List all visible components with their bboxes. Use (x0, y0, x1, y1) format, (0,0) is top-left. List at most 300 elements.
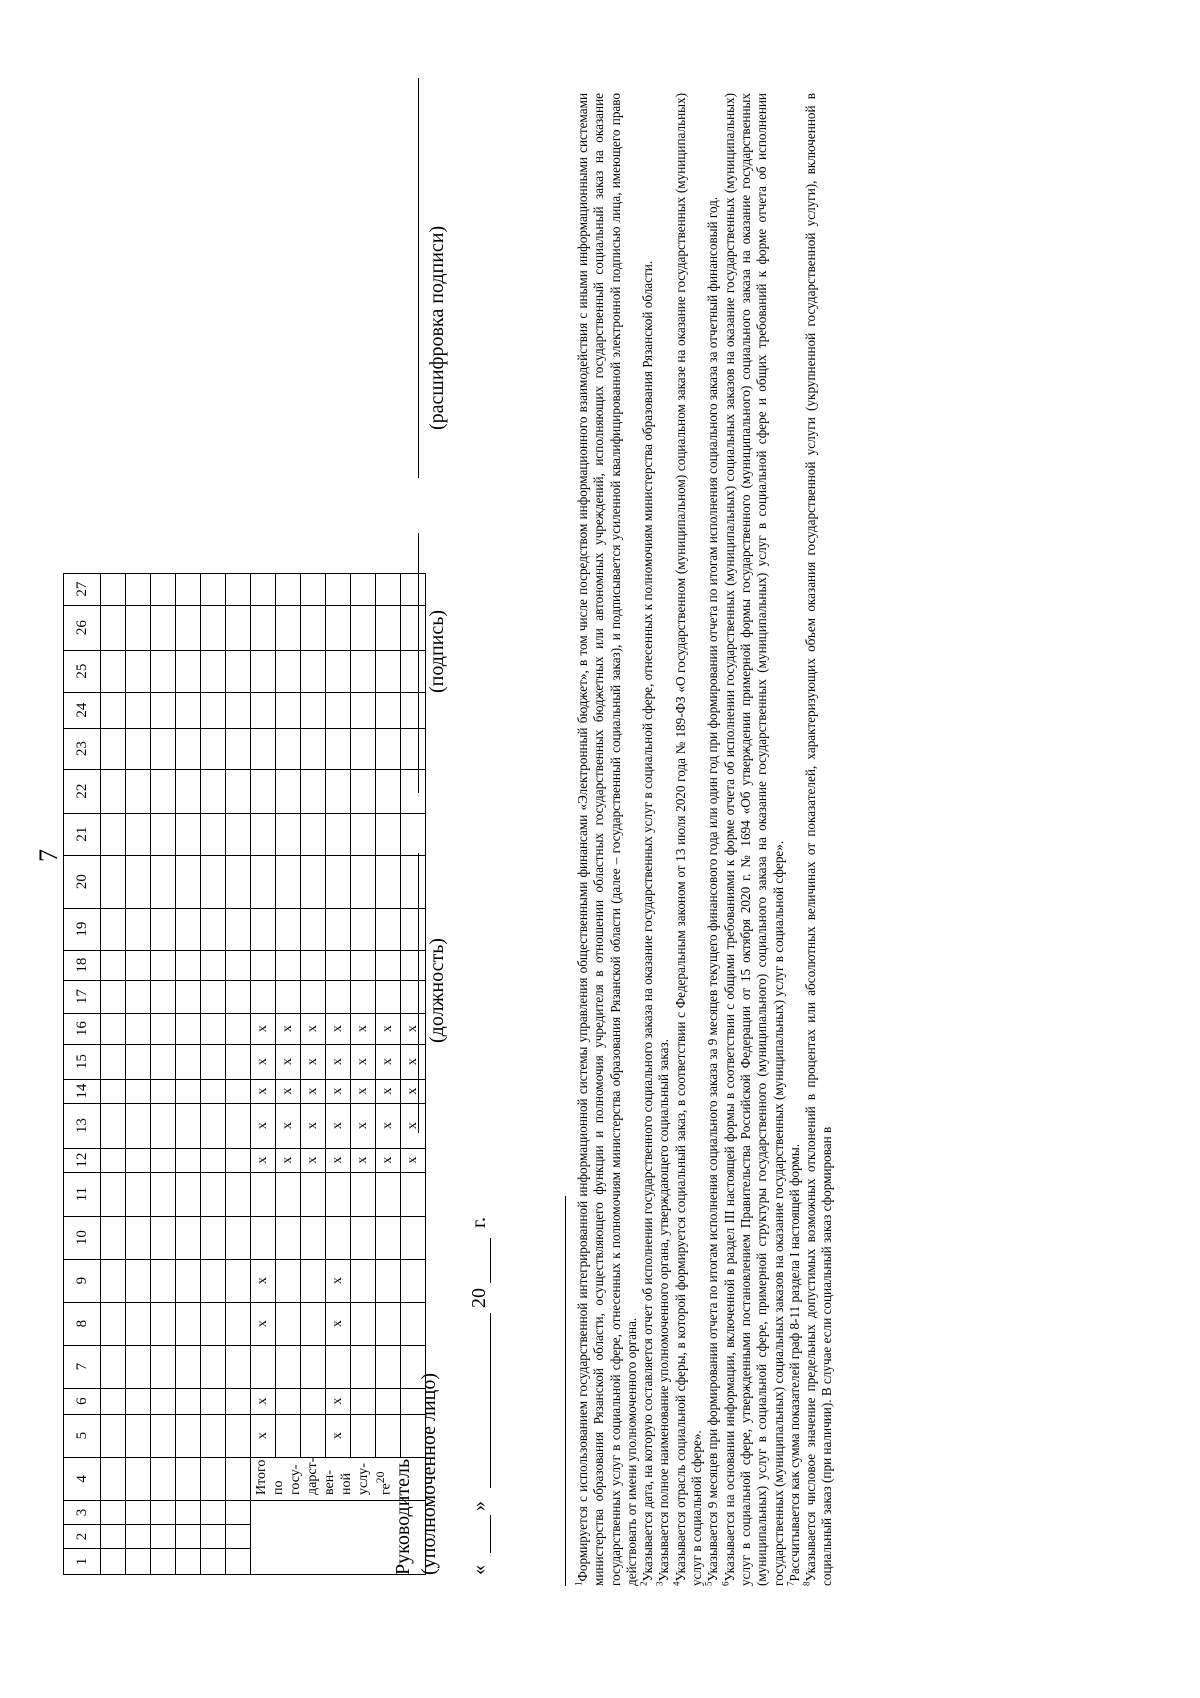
table-cell (126, 1044, 151, 1079)
table-cell (226, 908, 251, 950)
table-cell (276, 650, 301, 692)
table-cell (401, 692, 426, 728)
column-number-header: 26 (64, 605, 101, 650)
table-cell (376, 1388, 401, 1414)
column-number-header: 6 (64, 1388, 101, 1414)
table-cell (326, 769, 351, 813)
table-cell (201, 1044, 226, 1079)
table-cell (226, 769, 251, 813)
table-cell (126, 769, 151, 813)
table-cell (301, 1216, 326, 1259)
table-cell (151, 855, 176, 908)
table-cell (301, 605, 326, 650)
table-cell (101, 1501, 126, 1525)
table-cell (301, 1259, 326, 1302)
table-cell (351, 692, 376, 728)
table-cell (176, 1044, 201, 1079)
table-cell (201, 908, 226, 950)
table-cell (176, 1302, 201, 1345)
table-cell: х (301, 1079, 326, 1103)
footnote-text: Указывается 9 месяцев при формировании отчета по итогам исполнения социального заказа за 9 месяцев текущего финансового года или один год при формировании отчета по итогам исполнения социального заказа за отчетный финансовый год. (705, 196, 721, 1582)
footnote-number: 3 (655, 1581, 666, 1586)
table-cell (176, 650, 201, 692)
table-cell (326, 1345, 351, 1388)
table-cell (101, 1302, 126, 1345)
table-cell (101, 950, 126, 980)
table-cell: х (351, 1148, 376, 1172)
table-cell (151, 573, 176, 605)
table-cell: х (276, 1079, 301, 1103)
table-cell (101, 1148, 126, 1172)
table-cell (101, 1103, 126, 1148)
table-cell: х (251, 1044, 276, 1079)
table-cell (151, 950, 176, 980)
total-label-line: госу- (288, 1464, 303, 1495)
table-cell (276, 1172, 301, 1216)
table-cell (176, 1216, 201, 1259)
table-cell (301, 813, 326, 855)
footnote-item (575, 93, 640, 1586)
date-month-line (490, 1313, 491, 1488)
table-cell: х (326, 1103, 351, 1148)
footnote-number: 8 (801, 1581, 812, 1586)
table-cell (301, 980, 326, 1013)
table-cell (326, 728, 351, 769)
table-row (201, 573, 226, 1574)
footnote-text: Указывается на основании информации, включенной в раздел III настоящей формы в соответствии с общими требованиями к форме отчета об исполнении государственных (муниципальных) социальных заказов на оказание государственных (муниципальных) услуг в социальной сфере, утвержденными постановлением Правительства Российской Федерации от 15 октября 2020 г. № 1694 «Об утверждении примерной формы государственного (муниципального) социального заказа на оказание государственных (муниципальных) услуг в социальной сфере, примерной структуры государственного (муниципального) социального заказа на оказание государственных (муниципальных) услуг в социальной сфере и общих требований к форме отчета об исполнении государственных (муниципальных) социальных заказов на оказание государственных (муниципальных) услуг в социальной сфере». (721, 93, 786, 1586)
table-cell (201, 1345, 226, 1388)
footnote-text: Указывается полное наименование уполномоченного органа, утверждающего социальный заказ. (656, 1039, 672, 1582)
table-cell (101, 573, 126, 605)
column-number-header: 4 (64, 1457, 101, 1500)
table-cell (376, 1345, 401, 1388)
table-cell (126, 1457, 151, 1500)
column-number-header: 1 (64, 1549, 101, 1575)
table-cell (176, 605, 201, 650)
table-cell (276, 980, 301, 1013)
table-cell (326, 1216, 351, 1259)
table-cell (201, 769, 226, 813)
table-cell (151, 1103, 176, 1148)
table-cell (401, 728, 426, 769)
table-cell (401, 855, 426, 908)
table-cell (126, 1172, 151, 1216)
table-cell (176, 1501, 201, 1525)
column-number-header: 20 (64, 855, 101, 908)
table-cell (226, 1103, 251, 1148)
table-cell (201, 980, 226, 1013)
table-cell (101, 813, 126, 855)
table-cell (201, 605, 226, 650)
table-cell (101, 1345, 126, 1388)
table-cell: х (251, 1013, 276, 1044)
table-cell (326, 855, 351, 908)
decoding-caption: (расшифровка подписи) (426, 225, 448, 430)
table-cell: х (326, 1013, 351, 1044)
footnote-item (722, 93, 787, 1586)
table-cell (301, 950, 326, 980)
table-cell (126, 1388, 151, 1414)
footnote-number: 2 (638, 1581, 649, 1586)
table-cell (176, 1345, 201, 1388)
column-number-header: 23 (64, 728, 101, 769)
table-cell (251, 950, 276, 980)
column-number-header: 2 (64, 1525, 101, 1549)
table-row (151, 573, 176, 1574)
table-cell: х (326, 1079, 351, 1103)
table-cell (201, 1259, 226, 1302)
column-number-header: 14 (64, 1079, 101, 1103)
table-cell (126, 1345, 151, 1388)
table-cell (151, 605, 176, 650)
table-cell (201, 692, 226, 728)
table-cell (226, 1044, 251, 1079)
table-cell (351, 950, 376, 980)
table-cell: х (401, 1103, 426, 1148)
table-cell (201, 1103, 226, 1148)
social-order-report-table (63, 573, 426, 1575)
date-close-quote: » (468, 1501, 490, 1511)
table-cell (376, 605, 401, 650)
table-cell (201, 813, 226, 855)
table-cell (151, 769, 176, 813)
table-cell (401, 650, 426, 692)
column-number-header: 11 (64, 1172, 101, 1216)
table-cell (151, 650, 176, 692)
table-cell (126, 650, 151, 692)
table-cell (101, 1172, 126, 1216)
table-cell (376, 692, 401, 728)
table-cell (376, 980, 401, 1013)
column-number-header: 16 (64, 1013, 101, 1044)
total-row (276, 573, 301, 1574)
table-cell (101, 769, 126, 813)
total-label-line: дарст- (305, 1457, 320, 1495)
table-row (176, 573, 201, 1574)
table-cell (376, 1172, 401, 1216)
table-cell (201, 1501, 226, 1525)
table-cell (176, 1388, 201, 1414)
table-cell (201, 1079, 226, 1103)
table-cell (151, 1457, 176, 1500)
table-cell (126, 692, 151, 728)
footnote-number: 4 (671, 1581, 682, 1586)
table-cell (401, 1216, 426, 1259)
table-cell (401, 908, 426, 950)
table-cell (251, 1216, 276, 1259)
table-cell (351, 605, 376, 650)
table-cell: х (301, 1013, 326, 1044)
table-cell (376, 950, 401, 980)
total-label-line: по (271, 1480, 286, 1495)
table-cell (226, 1013, 251, 1044)
table-cell (126, 1148, 151, 1172)
table-cell (351, 855, 376, 908)
table-cell: х (376, 1079, 401, 1103)
table-cell (126, 908, 151, 950)
table-cell (101, 728, 126, 769)
table-cell (126, 1216, 151, 1259)
table-cell (101, 1388, 126, 1414)
table-cell: х (401, 1013, 426, 1044)
table-cell (401, 573, 426, 605)
total-row (251, 573, 276, 1574)
footnote-text: Указывается числовое значение предельных допустимых возможных отклонений в процентах или абсолютных величинах от показателей, характеризующих объем оказания государственной услуги (укрупненной государственной услуги), включенной в социальный заказ (при наличии). В случае если социальный заказ сформирован в (803, 93, 835, 1586)
footnote-number: 6 (720, 1581, 731, 1586)
table-cell (226, 1501, 251, 1525)
table-cell (226, 1388, 251, 1414)
table-cell (201, 1216, 226, 1259)
table-cell (126, 1013, 151, 1044)
table-cell: х (326, 1388, 351, 1414)
table-cell (151, 1216, 176, 1259)
table-cell (101, 1525, 126, 1549)
table-cell: х (276, 1013, 301, 1044)
column-number-header: 8 (64, 1302, 101, 1345)
table-cell: х (276, 1103, 301, 1148)
table-cell (176, 1457, 201, 1500)
table-cell (351, 728, 376, 769)
table-cell (201, 855, 226, 908)
table-cell: х (401, 1079, 426, 1103)
footnote-number: 5 (703, 1581, 714, 1586)
table-cell (276, 573, 301, 605)
decoding-line (418, 78, 419, 478)
table-cell: х (326, 1044, 351, 1079)
table-cell (176, 1172, 201, 1216)
table-cell: х (376, 1044, 401, 1079)
table-cell (226, 1345, 251, 1388)
table-cell (226, 1302, 251, 1345)
column-number-header: 7 (64, 1345, 101, 1388)
table-cell (301, 769, 326, 813)
table-cell (326, 980, 351, 1013)
table-cell (176, 855, 201, 908)
table-cell (176, 1549, 201, 1575)
table-cell (351, 1172, 376, 1216)
table-cell (351, 1216, 376, 1259)
table-cell (101, 650, 126, 692)
table-cell (301, 1414, 326, 1457)
table-cell (351, 1345, 376, 1388)
table-cell (251, 1172, 276, 1216)
table-cell (151, 728, 176, 769)
signature-caption: (подпись) (426, 609, 448, 693)
table-cell (226, 1148, 251, 1172)
table-cell (301, 692, 326, 728)
table-cell (226, 605, 251, 650)
column-number-header: 5 (64, 1414, 101, 1457)
table-cell (151, 692, 176, 728)
table-cell (376, 1259, 401, 1302)
table-cell (251, 1345, 276, 1388)
table-cell (126, 1414, 151, 1457)
table-cell (201, 650, 226, 692)
head-title: Руководитель (392, 1458, 414, 1575)
table-cell (126, 980, 151, 1013)
total-label-line: Итого (254, 1459, 269, 1495)
table-cell: х (326, 1414, 351, 1457)
column-number-header: 13 (64, 1103, 101, 1148)
table-cell (376, 813, 401, 855)
table-cell (151, 1013, 176, 1044)
table-cell (301, 1172, 326, 1216)
table-cell (326, 950, 351, 980)
column-number-header: 27 (64, 573, 101, 605)
footnote-number: 7 (785, 1581, 796, 1586)
table-cell (176, 1013, 201, 1044)
table-cell (376, 650, 401, 692)
table-cell (226, 980, 251, 1013)
table-cell (101, 692, 126, 728)
table-cell: х (401, 1044, 426, 1079)
table-cell: х (251, 1259, 276, 1302)
table-cell (151, 1414, 176, 1457)
table-cell: х (376, 1103, 401, 1148)
table-cell (226, 692, 251, 728)
table-cell (151, 1079, 176, 1103)
column-number-header: 12 (64, 1148, 101, 1172)
table-cell (276, 1388, 301, 1414)
table-cell: х (251, 1103, 276, 1148)
position-caption: (должность) (426, 938, 448, 1043)
table-cell (151, 1044, 176, 1079)
footnote-item (705, 93, 721, 1586)
table-cell (176, 1525, 201, 1549)
table-cell (226, 1216, 251, 1259)
table-cell (401, 1172, 426, 1216)
table-cell (101, 1079, 126, 1103)
table-cell: х (301, 1103, 326, 1148)
table-cell (351, 1388, 376, 1414)
table-cell: х (326, 1148, 351, 1172)
table-cell (151, 1345, 176, 1388)
table-cell (101, 908, 126, 950)
table-cell (151, 1525, 176, 1549)
table-cell: х (251, 1079, 276, 1103)
table-cell (376, 855, 401, 908)
table-cell (226, 1172, 251, 1216)
table-cell (276, 908, 301, 950)
table-cell (101, 980, 126, 1013)
table-cell (376, 1216, 401, 1259)
table-cell (176, 573, 201, 605)
table-cell: х (326, 1302, 351, 1345)
table-cell (401, 813, 426, 855)
table-cell (101, 1013, 126, 1044)
table-cell (151, 1501, 176, 1525)
column-number-header: 19 (64, 908, 101, 950)
table-cell (301, 573, 326, 605)
table-cell: х (251, 1148, 276, 1172)
table-cell (176, 769, 201, 813)
table-cell (226, 1079, 251, 1103)
table-cell (301, 1302, 326, 1345)
head-subtitle: (уполномоченное лицо) (418, 1372, 440, 1575)
table-cell (176, 728, 201, 769)
table-cell (326, 605, 351, 650)
table-cell (376, 1414, 401, 1457)
table-cell (151, 1148, 176, 1172)
table-cell (126, 1079, 151, 1103)
table-cell (126, 1103, 151, 1148)
table-cell (326, 650, 351, 692)
table-cell (126, 855, 151, 908)
table-cell (326, 908, 351, 950)
table-cell (151, 1302, 176, 1345)
table-cell (176, 1079, 201, 1103)
table-row (126, 573, 151, 1574)
table-cell (251, 605, 276, 650)
table-cell (201, 728, 226, 769)
table-cell (201, 1013, 226, 1044)
table-cell (401, 1302, 426, 1345)
date-open-quote: « (468, 1565, 490, 1575)
table-cell (226, 573, 251, 605)
table-cell (226, 1457, 251, 1500)
table-cell (401, 1259, 426, 1302)
table-cell (351, 650, 376, 692)
table-cell (126, 813, 151, 855)
table-cell (276, 813, 301, 855)
table-cell (126, 1302, 151, 1345)
date-day-line (490, 1515, 491, 1553)
table-cell (201, 1414, 226, 1457)
table-cell (276, 1414, 301, 1457)
table-cell: х (251, 1414, 276, 1457)
table-cell (226, 1259, 251, 1302)
table-cell (176, 1148, 201, 1172)
table-cell (226, 650, 251, 692)
table-cell (376, 573, 401, 605)
table-cell (326, 692, 351, 728)
table-cell (276, 950, 301, 980)
table-cell (301, 908, 326, 950)
footnote-item (803, 93, 836, 1586)
table-cell (376, 769, 401, 813)
table-cell (301, 728, 326, 769)
table-cell (251, 692, 276, 728)
table-cell (101, 1414, 126, 1457)
table-cell (176, 813, 201, 855)
table-cell (151, 1259, 176, 1302)
table-cell (226, 1525, 251, 1549)
table-cell (251, 855, 276, 908)
table-cell: х (351, 1079, 376, 1103)
table-row (226, 573, 251, 1574)
table-cell (276, 1345, 301, 1388)
total-row (326, 573, 351, 1574)
table-cell (276, 769, 301, 813)
table-cell (101, 1044, 126, 1079)
table-cell (201, 1148, 226, 1172)
table-cell (176, 1259, 201, 1302)
date-year-line (490, 1238, 491, 1283)
column-number-header: 24 (64, 692, 101, 728)
table-cell (101, 605, 126, 650)
table-cell (251, 769, 276, 813)
table-cell (401, 605, 426, 650)
table-cell (101, 1457, 126, 1500)
table-cell (276, 1302, 301, 1345)
table-cell (351, 769, 376, 813)
table-cell (401, 950, 426, 980)
table-row (101, 573, 126, 1574)
total-label-line: ной (339, 1473, 354, 1495)
table-cell (176, 692, 201, 728)
table-cell (176, 950, 201, 980)
footnote-text: Формируется с использованием государственной интегрированной информационной системы управления общественными финансами «Электронный бюджет», в том числе посредством информационного взаимодействия с иными информационными системами министерства образования Рязанской области, осуществляющего функции и полномочия учредителя в отношении областных государственных бюджетных или автономных учреждений, исполняющих государственный социальный заказ на оказание государственных услуг в социальной сфере, отнесенных к полномочиям министерства образования Рязанской области (далее – государственный социальный заказ), и подписывается усиленной квалифицированной электронной подписью лица, имеющего право действовать от имени уполномоченного органа. (575, 93, 639, 1586)
